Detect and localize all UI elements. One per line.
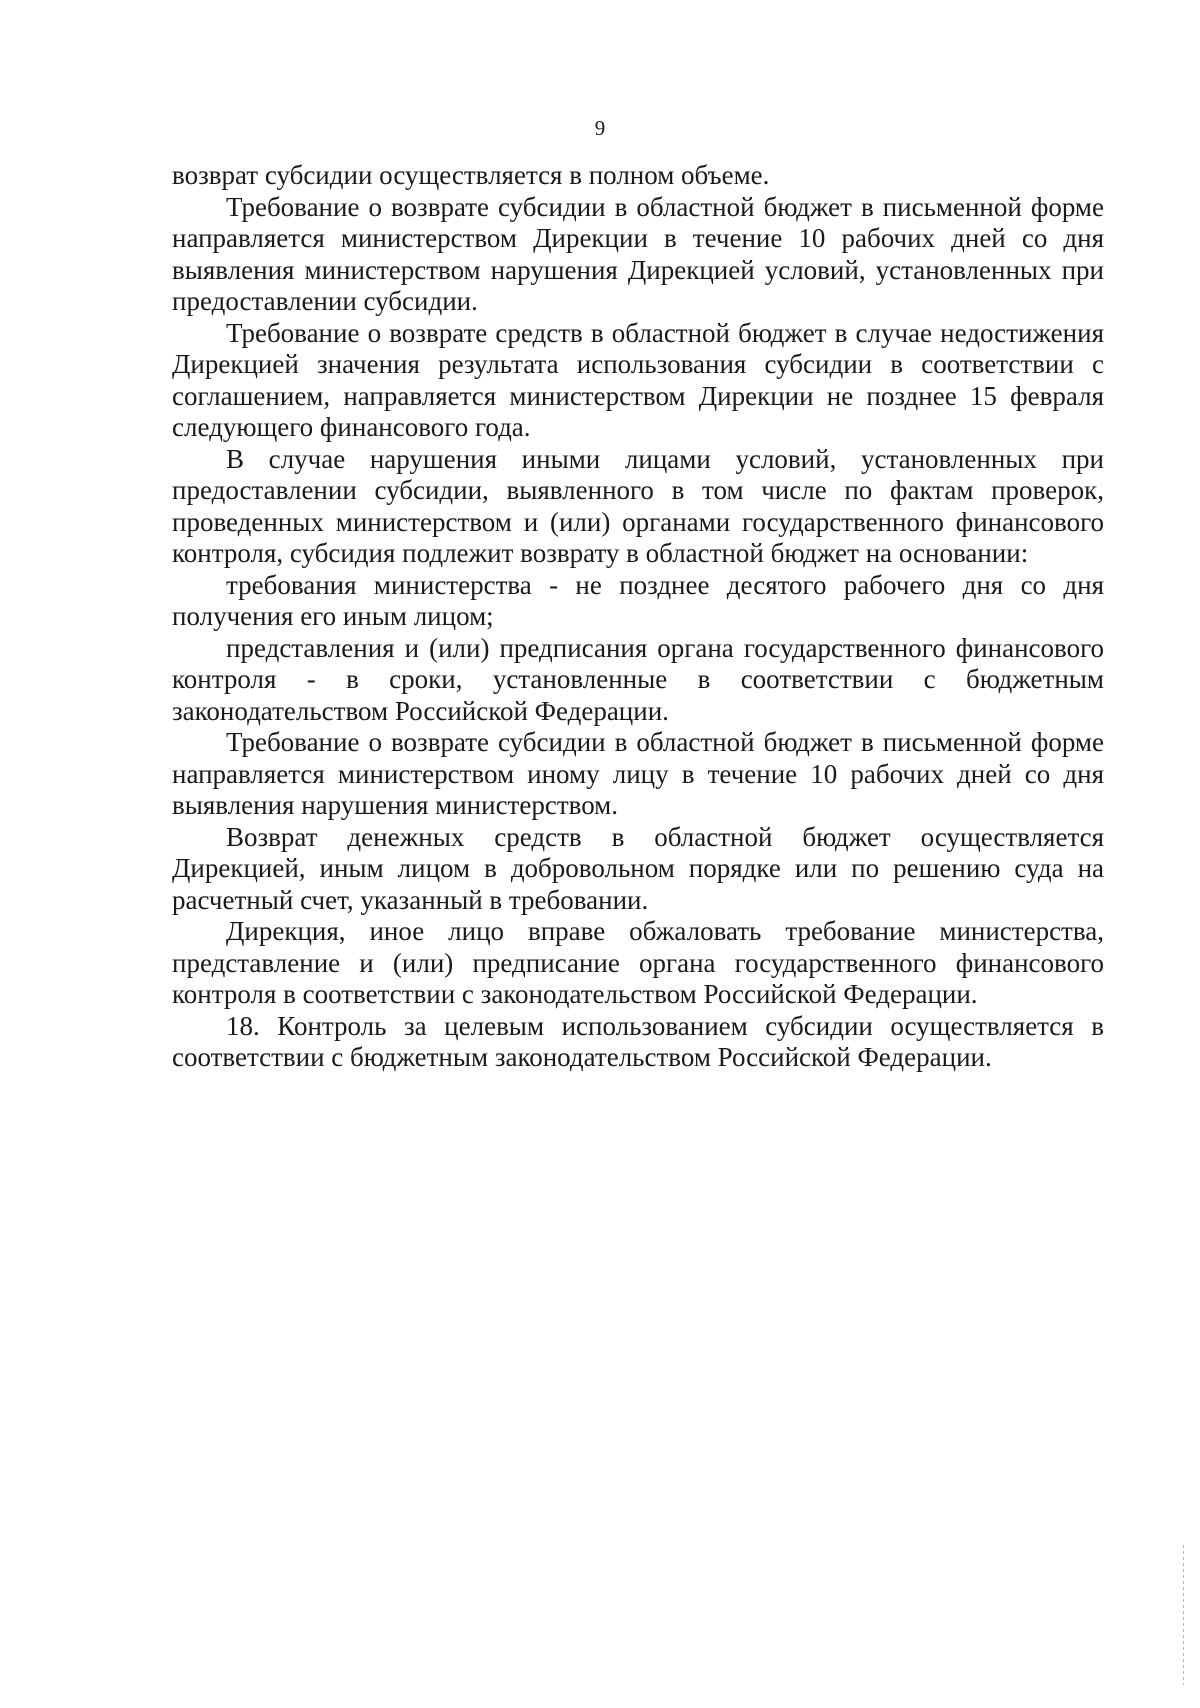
paragraph: Возврат денежных средств в областной бюджет осуществляется Дирекцией, иным лицом в добровольном порядке или по решению суда на расчетный счет, указанный в требовании. (172, 821, 1104, 915)
paragraph: 18. Контроль за целевым использованием субсидии осуществляется в соответствии с бюджетным законодательством Российской Федерации. (172, 1010, 1104, 1072)
paragraph: Дирекция, иное лицо вправе обжаловать требование министерства, представление и (или) предписание органа государственного финансового контроля в соответствии с законодательством Российской Федерации. (172, 916, 1104, 1009)
paragraph: В случае нарушения иными лицами условий, установленных при предоставлении субсидии, выявленного в том числе по фактам проверок, проведенных министерством и (или) органами государственного финансового контроля, субсидия подлежит возврату в областной бюджет на основании: (172, 443, 1104, 568)
paragraph: Требование о возврате субсидии в областной бюджет в письменной форме направляется министерством Дирекции в течение 10 рабочих дней со дня выявления министерством нарушения Дирекцией условий, установленных при предоставлении субсидии. (172, 191, 1104, 316)
document-body (172, 160, 1104, 1074)
page-number: 9 (594, 116, 606, 140)
paragraph: возврат субсидии осуществляется в полном объеме. (172, 160, 770, 190)
paragraph: Требование о возврате субсидии в областной бюджет в письменной форме направляется министерством иному лицу в течение 10 рабочих дней со дня выявления нарушения министерством. (172, 727, 1104, 820)
paragraph: требования министерства - не позднее десятого рабочего дня со дня получения его иным лицом; (172, 569, 1104, 631)
scan-edge-mark (1183, 1545, 1184, 1685)
paragraph: Требование о возврате средств в областной бюджет в случае недостижения Дирекцией значения результата использования субсидии в соответствии с соглашением, направляется министерством Дирекции не позднее 15 февраля следующего финансового года. (172, 317, 1104, 442)
paragraph: представления и (или) предписания органа государственного финансового контроля - в сроки, установленные в соответствии с бюджетным законодательством Российской Федерации. (172, 632, 1104, 726)
